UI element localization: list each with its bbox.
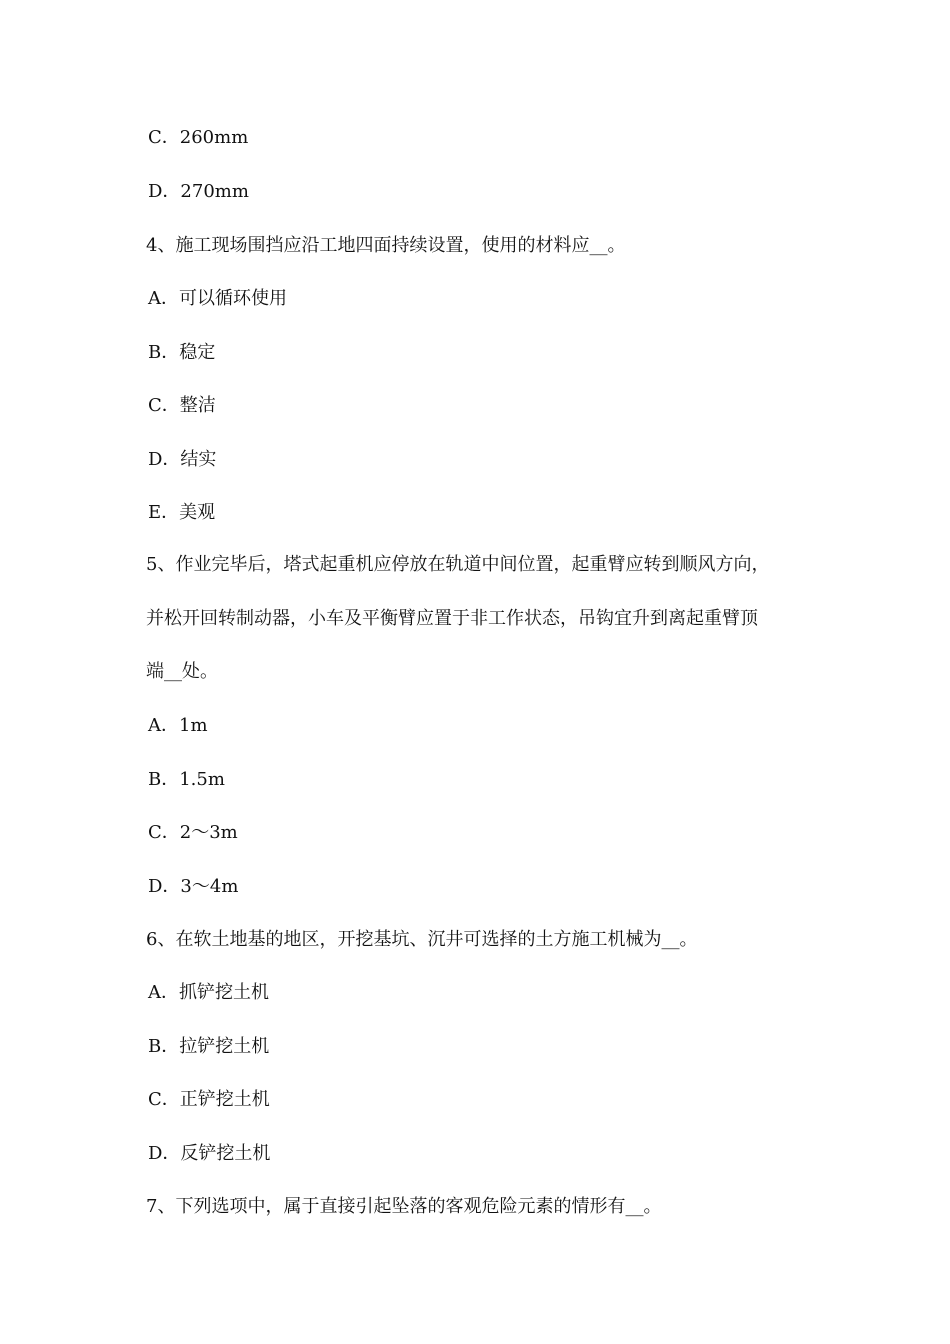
q4-option-b: B．稳定 <box>148 342 216 363</box>
q6-option-b: B．拉铲挖土机 <box>148 1036 270 1057</box>
q6-option-d: D．反铲挖土机 <box>148 1143 271 1164</box>
q4-option-e: E．美观 <box>148 502 216 523</box>
option-c-260mm: C．260mm <box>148 127 249 148</box>
option-d-270mm: D．270mm <box>148 181 249 202</box>
q6-option-a: A．抓铲挖土机 <box>148 982 269 1003</box>
q5-option-d: D．3～4m <box>148 876 239 897</box>
question-6: 6、在软土地基的地区，开挖基坑、沉井可选择的土方施工机械为__。 <box>146 929 698 950</box>
q5-option-b: B．1.5m <box>148 769 225 790</box>
q5-option-c: C．2～3m <box>148 822 238 843</box>
question-7: 7、下列选项中，属于直接引起坠落的客观危险元素的情形有__。 <box>146 1196 662 1217</box>
q5-option-a: A．1m <box>148 715 208 736</box>
q4-option-a: A．可以循环使用 <box>148 288 287 309</box>
question-5-line-3: 端__处。 <box>146 661 218 682</box>
q4-option-d: D．结实 <box>148 449 217 470</box>
question-5-line-1: 5、作业完毕后，塔式起重机应停放在轨道中间位置，起重臂应转到顺风方向， <box>146 554 770 575</box>
question-5-line-2: 并松开回转制动器，小车及平衡臂应置于非工作状态，吊钩宜升到离起重臂顶 <box>146 608 758 629</box>
question-4: 4、施工现场围挡应沿工地四面持续设置，使用的材料应__。 <box>146 235 626 256</box>
q6-option-c: C．正铲挖土机 <box>148 1089 270 1110</box>
q4-option-c: C．整洁 <box>148 395 216 416</box>
